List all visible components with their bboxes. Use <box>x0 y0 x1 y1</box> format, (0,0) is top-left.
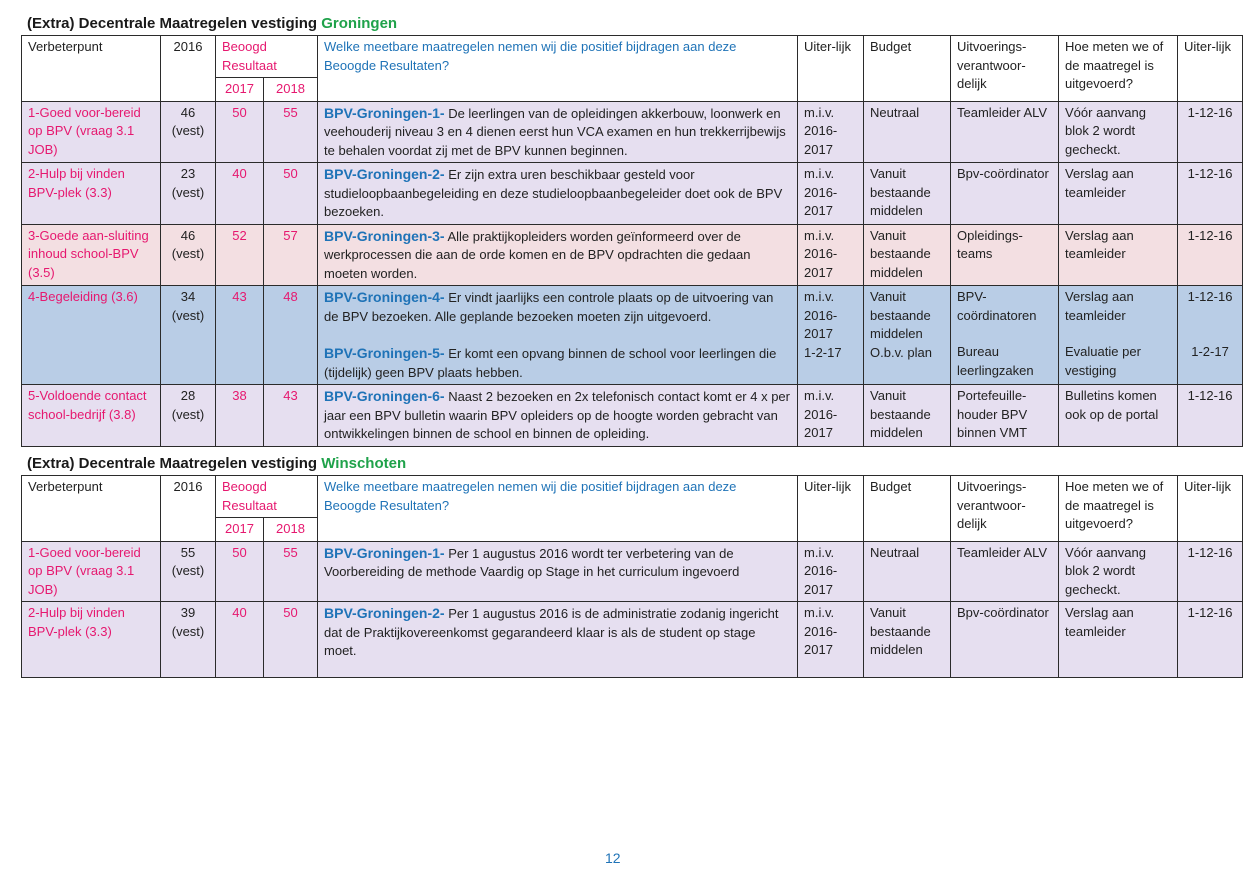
cell-2016: 39 (vest) <box>161 602 216 678</box>
cell-verbeterpunt: 4-Begeleiding (3.6) <box>22 286 161 385</box>
cell-deadline-2: 1-12-16 <box>1178 101 1243 163</box>
responsible-a: BPV-coördinatoren <box>957 289 1037 323</box>
section-title-place: Groningen <box>321 15 398 32</box>
cell-2017: 40 <box>216 163 264 225</box>
cell-2018: 50 <box>264 163 318 225</box>
section-title-prefix: (Extra) Decentrale Maatregelen vestiging <box>27 455 322 472</box>
cell-deadline: m.i.v. 2016-2017 <box>798 541 864 602</box>
measure-text: Er vindt jaarlijks een controle plaats op de uitvoering van de BPV bezoeken. Alle geplande bezoeken moeten zijn uitgevoerd. <box>324 290 774 324</box>
header-deadline: Uiter-lijk <box>798 476 864 542</box>
cell-2016: 55 (vest) <box>161 541 216 602</box>
table-row <box>22 385 1243 447</box>
cell-verbeterpunt: 5-Voldoende contact school-bedrijf (3.8) <box>22 385 161 447</box>
cell-2018: 55 <box>264 541 318 602</box>
cell-responsible: Teamleider ALV <box>951 101 1059 163</box>
section-title-prefix: (Extra) Decentrale Maatregelen vestiging <box>27 15 322 32</box>
how-measure-b: Evaluatie per vestiging <box>1065 344 1141 378</box>
cell-2018: 57 <box>264 224 318 286</box>
cell-verbeterpunt: 1-Goed voor-bereid op BPV (vraag 3.1 JOB) <box>22 101 161 163</box>
section-title-place: Winschoten <box>321 455 407 472</box>
cell-deadline-2 <box>1178 286 1243 385</box>
deadline-2-a: 1-12-16 <box>1187 289 1233 304</box>
cell-responsible: Portefeuille-houder BPV binnen VMT <box>951 385 1059 447</box>
header-responsible: Uitvoerings-verantwoor-delijk <box>951 36 1059 102</box>
deadline-a: m.i.v. 2016-2017 <box>804 289 838 341</box>
header-2016: 2016 <box>161 476 216 542</box>
cell-budget: Vanuit bestaande middelen <box>864 224 951 286</box>
cell-deadline: m.i.v. 2016-2017 <box>798 385 864 447</box>
header-2018: 2018 <box>264 78 318 102</box>
cell-measure <box>318 385 798 447</box>
cell-2017: 38 <box>216 385 264 447</box>
measure-text: De leerlingen van de opleidingen akkerbouw, loonwerk en veehouderij niveau 3 en 4 dienen eerst hun VCA examen en hun trekkerrijbewijs te behalen voordat zij met de BPV kunnen beginnen. <box>324 105 786 158</box>
cell-deadline-2: 1-12-16 <box>1178 163 1243 225</box>
header-2018: 2018 <box>264 518 318 542</box>
measure-text: Naast 2 bezoeken en 2x telefonisch contact komt er 4 x per jaar een BPV bulletin waarin BPV opleiders op de hoogte worden gebracht van ontwikkelingen binnen de school en binnen de opleiding. <box>324 389 790 441</box>
cell-responsible: Teamleider ALV <box>951 541 1059 602</box>
cell-2016: 46 (vest) <box>161 101 216 163</box>
responsible-b: Bureau leerlingzaken <box>957 344 1034 378</box>
header-budget: Budget <box>864 476 951 542</box>
table-row <box>22 541 1243 602</box>
cell-2018: 48 <box>264 286 318 385</box>
cell-budget: Neutraal <box>864 541 951 602</box>
measure-code: BPV-Groningen-5- <box>324 345 445 361</box>
cell-budget: Vanuit bestaande middelen <box>864 163 951 225</box>
cell-2017: 43 <box>216 286 264 385</box>
deadline-2-b: 1-2-17 <box>1191 343 1229 359</box>
cell-2016: 23 (vest) <box>161 163 216 225</box>
cell-responsible: Bpv-coördinator <box>951 602 1059 678</box>
cell-verbeterpunt: 1-Goed voor-bereid op BPV (vraag 3.1 JOB) <box>22 541 161 602</box>
cell-verbeterpunt: 3-Goede aan-sluiting inhoud school-BPV (3.5) <box>22 224 161 286</box>
header-deadline-2: Uiter-lijk <box>1178 476 1243 542</box>
table-row <box>22 101 1243 163</box>
measures-table-winschoten <box>21 475 1243 678</box>
cell-2016: 46 (vest) <box>161 224 216 286</box>
measure-code: BPV-Groningen-2- <box>324 166 445 182</box>
measure-code: BPV-Groningen-1- <box>324 104 445 121</box>
header-budget: Budget <box>864 36 951 102</box>
cell-deadline-2: 1-12-16 <box>1178 541 1243 602</box>
cell-2018: 50 <box>264 602 318 678</box>
cell-deadline-2: 1-12-16 <box>1178 602 1243 678</box>
header-2016: 2016 <box>161 36 216 102</box>
budget-b: O.b.v. plan <box>870 344 932 360</box>
header-beoogd-resultaat: Beoogd Resultaat <box>216 476 318 518</box>
cell-2016: 28 (vest) <box>161 385 216 447</box>
measure-item <box>324 344 791 382</box>
header-measures: Welke meetbare maatregelen nemen wij die positief bijdragen aan deze Beoogde Resultaten? <box>318 36 798 102</box>
header-beoogd-resultaat: Beoogd Resultaat <box>216 36 318 78</box>
header-responsible: Uitvoerings-verantwoor-delijk <box>951 476 1059 542</box>
cell-deadline: m.i.v. 2016-2017 <box>798 224 864 286</box>
measure-text: Er zijn extra uren beschikbaar gesteld voor studieloopbaanbegeleiding en deze studieloopbaanbegeleider doet ook de BPV bezoeken. <box>324 167 783 219</box>
measure-text: Er komt een opvang binnen de school voor leerlingen die (tijdelijk) geen BPV plaats hebben. <box>324 346 777 380</box>
cell-2017: 50 <box>216 541 264 602</box>
cell-budget <box>864 286 951 385</box>
budget-a: Vanuit bestaande middelen <box>870 289 931 341</box>
measure-text: Per 1 augustus 2016 is de administratie zodanig ingericht dat de Praktijkovereenkomst gegarandeerd klaar is als de student op stage moet. <box>324 606 779 658</box>
table-row <box>22 602 1243 678</box>
header-2017: 2017 <box>216 518 264 542</box>
cell-measure <box>318 286 798 385</box>
header-2017: 2017 <box>216 78 264 102</box>
measure-code: BPV-Groningen-2- <box>324 605 445 621</box>
cell-verbeterpunt: 2-Hulp bij vinden BPV-plek (3.3) <box>22 163 161 225</box>
cell-deadline <box>798 286 864 385</box>
table-row <box>22 163 1243 225</box>
cell-2017: 40 <box>216 602 264 678</box>
cell-2017: 50 <box>216 101 264 163</box>
table-header-row <box>22 476 1243 518</box>
header-measures: Welke meetbare maatregelen nemen wij die positief bijdragen aan deze Beoogde Resultaten? <box>318 476 798 542</box>
cell-responsible: Bpv-coördinator <box>951 163 1059 225</box>
measure-item <box>324 288 791 326</box>
header-how-measure: Hoe meten we of de maatregel is uitgevoerd? <box>1059 476 1178 542</box>
measure-text: Alle praktijkopleiders worden geïnformeerd over de werkprocessen die aan de orde komen en de BPV opdrachten die gedaan moeten worden. <box>324 228 751 281</box>
cell-budget: Vanuit bestaande middelen <box>864 602 951 678</box>
header-deadline: Uiter-lijk <box>798 36 864 102</box>
cell-responsible: Opleidings-teams <box>951 224 1059 286</box>
header-verbeterpunt: Verbeterpunt <box>22 36 161 102</box>
table-row <box>22 286 1243 385</box>
cell-deadline-2: 1-12-16 <box>1178 224 1243 286</box>
header-how-measure: Hoe meten we of de maatregel is uitgevoerd? <box>1059 36 1178 102</box>
cell-how-measure: Verslag aan teamleider <box>1059 224 1178 286</box>
cell-deadline-2: 1-12-16 <box>1178 385 1243 447</box>
cell-measure <box>318 541 798 602</box>
cell-deadline: m.i.v. 2016-2017 <box>798 101 864 163</box>
section-title-winschoten <box>27 455 406 472</box>
measure-code: BPV-Groningen-3- <box>324 227 445 244</box>
table-header-row <box>22 36 1243 78</box>
cell-how-measure: Vóór aanvang blok 2 wordt gecheckt. <box>1059 541 1178 602</box>
section-title-groningen <box>27 15 397 32</box>
header-verbeterpunt: Verbeterpunt <box>22 476 161 542</box>
cell-deadline: m.i.v. 2016-2017 <box>798 163 864 225</box>
cell-verbeterpunt: 2-Hulp bij vinden BPV-plek (3.3) <box>22 602 161 678</box>
cell-budget: Vanuit bestaande middelen <box>864 385 951 447</box>
header-deadline-2: Uiter-lijk <box>1178 36 1243 102</box>
cell-how-measure: Verslag aan teamleider <box>1059 163 1178 225</box>
cell-how-measure <box>1059 286 1178 385</box>
cell-measure <box>318 602 798 678</box>
cell-2018: 55 <box>264 101 318 163</box>
cell-2017: 52 <box>216 224 264 286</box>
cell-how-measure: Bulletins komen ook op de portal <box>1059 385 1178 447</box>
cell-how-measure: Verslag aan teamleider <box>1059 602 1178 678</box>
cell-2018: 43 <box>264 385 318 447</box>
cell-measure <box>318 101 798 163</box>
cell-2016: 34 (vest) <box>161 286 216 385</box>
page-number: 12 <box>605 850 621 866</box>
measure-code: BPV-Groningen-4- <box>324 289 445 305</box>
deadline-b: 1-2-17 <box>804 344 842 360</box>
cell-budget: Neutraal <box>864 101 951 163</box>
cell-how-measure: Vóór aanvang blok 2 wordt gecheckt. <box>1059 101 1178 163</box>
table-row <box>22 224 1243 286</box>
measure-text: Per 1 augustus 2016 wordt ter verbetering van de Voorbereiding de methode Vaardig op Stage in het curriculum ingevoerd <box>324 545 740 579</box>
how-measure-a: Verslag aan teamleider <box>1065 289 1134 323</box>
cell-deadline: m.i.v. 2016-2017 <box>798 602 864 678</box>
cell-measure <box>318 224 798 286</box>
cell-responsible <box>951 286 1059 385</box>
measure-code: BPV-Groningen-6- <box>324 388 445 404</box>
measure-code: BPV-Groningen-1- <box>324 544 445 561</box>
measures-table-groningen <box>21 35 1243 447</box>
cell-measure <box>318 163 798 225</box>
